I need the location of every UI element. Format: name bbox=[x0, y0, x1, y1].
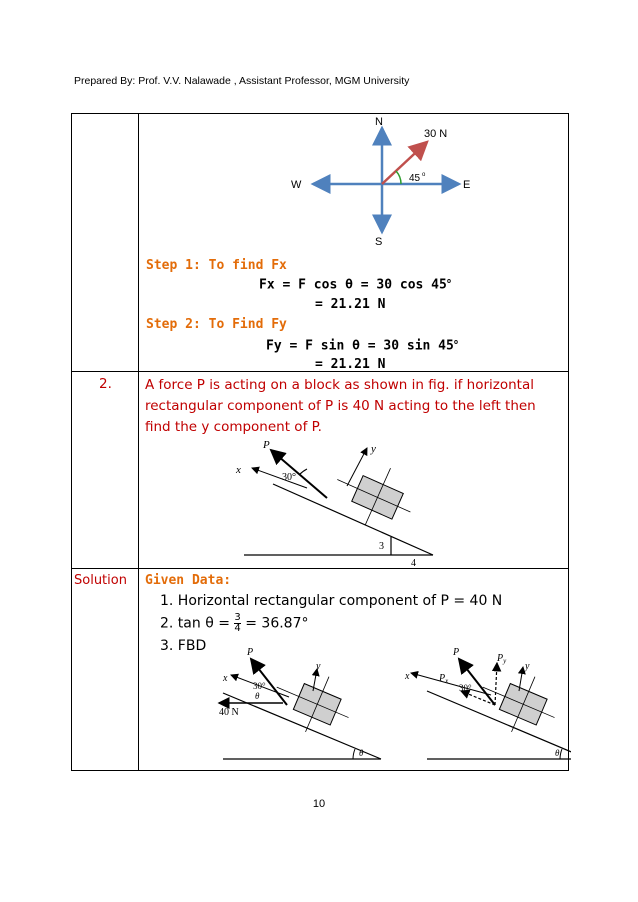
block-on-incline-figure bbox=[139, 372, 571, 568]
given-item-1: 1. Horizontal rectangular component of P = 40 N bbox=[160, 593, 503, 609]
fbd-right-y: y bbox=[525, 661, 530, 672]
figure-run-label: 4 bbox=[411, 558, 416, 568]
table-row bbox=[72, 114, 569, 372]
fbd-right-theta-base: θ bbox=[555, 748, 560, 758]
fbd-left-x: x bbox=[223, 673, 228, 684]
step1-result: = 21.21 N bbox=[315, 297, 386, 312]
page-number: 10 bbox=[312, 798, 326, 810]
fbd-right-px: $P_x$ bbox=[439, 673, 449, 685]
fbd-left-y: y bbox=[316, 661, 321, 672]
step2-result: = 21.21 N bbox=[315, 357, 386, 372]
row1-content-cell bbox=[139, 114, 569, 372]
fbd-left-theta-base: θ bbox=[359, 748, 364, 758]
question-line-3: find the y component of P. bbox=[145, 419, 322, 435]
fbd-left-angle: 30° bbox=[253, 681, 266, 691]
step2-title: Step 2: To Find Fy bbox=[146, 317, 287, 332]
figure-x-label: x bbox=[236, 464, 241, 476]
fbd-left-theta: θ bbox=[255, 691, 260, 701]
fbd-figures bbox=[139, 569, 571, 770]
row1-number-cell bbox=[72, 114, 139, 372]
force-label: 30 N bbox=[424, 128, 448, 140]
row3-content-cell bbox=[139, 569, 569, 771]
step1-equation: Fx = F cos θ = 30 cos 45$^o$ bbox=[259, 277, 452, 293]
row2-content-cell bbox=[139, 372, 569, 569]
question-line-1: A force P is acting on a block as shown in fig. if horizontal bbox=[145, 377, 534, 393]
figure-p-label: P bbox=[263, 439, 270, 451]
question-number: 2. bbox=[99, 376, 112, 392]
angle-arc bbox=[396, 171, 401, 184]
force-vector bbox=[382, 142, 427, 184]
step2-equation: Fy = F sin θ = 30 sin 45$^o$ bbox=[266, 338, 459, 354]
step1-title: Step 1: To find Fx bbox=[146, 258, 287, 273]
solution-label: Solution bbox=[74, 573, 127, 588]
row2-number-cell bbox=[72, 372, 139, 569]
west-label: W bbox=[291, 179, 302, 191]
given-item-3: 3. FBD bbox=[160, 638, 207, 654]
given-data-title: Given Data: bbox=[145, 573, 232, 588]
degree-mark: o bbox=[422, 172, 426, 178]
angle-label: 45 bbox=[409, 173, 421, 184]
fbd-right-py: $P_y$ bbox=[497, 653, 507, 665]
figure-rise-label: 3 bbox=[379, 541, 384, 552]
compass-force-diagram bbox=[139, 114, 571, 254]
fbd-right-angle: 30° bbox=[459, 683, 472, 693]
page-header: Prepared By: Prof. V.V. Nalawade , Assistant Professor, MGM University bbox=[74, 75, 410, 87]
south-label: S bbox=[375, 236, 383, 248]
table-row bbox=[72, 372, 569, 569]
solution-table bbox=[71, 113, 569, 771]
table-row bbox=[72, 569, 569, 771]
east-label: E bbox=[463, 179, 471, 191]
fbd-left-p: P bbox=[247, 647, 254, 658]
figure-angle-label: 30° bbox=[282, 472, 296, 483]
given-item-2: 2. tan θ = $\frac{3}{4}$ = 36.87° bbox=[160, 612, 309, 634]
question-line-2: rectangular component of P is 40 N acting to the left then bbox=[145, 398, 536, 414]
row3-label-cell bbox=[72, 569, 139, 771]
fbd-left-force: 40 N bbox=[219, 707, 239, 718]
figure-y-label: y bbox=[371, 443, 376, 455]
fbd-right-x: x bbox=[405, 671, 410, 682]
north-label: N bbox=[375, 116, 383, 128]
fbd-right-p: P bbox=[453, 647, 460, 658]
